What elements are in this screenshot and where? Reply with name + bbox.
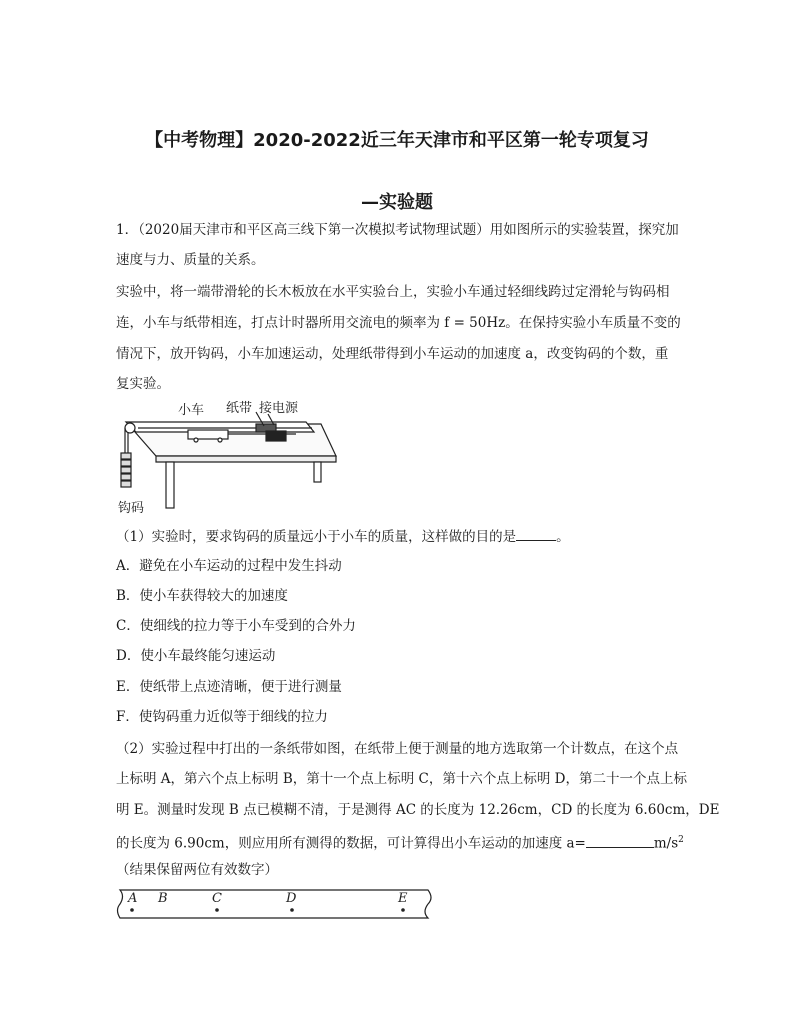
- part2-line2: 上标明 A，第六个点上标明 B，第十一个点上标明 C，第十六个点上标明 D，第二十一个点上标: [116, 771, 687, 787]
- option-f: F．使钩码重力近似等于细线的拉力: [116, 709, 328, 725]
- power-label: 接电源: [259, 401, 299, 416]
- setup-line2: 连，小车与纸带相连，打点计时器所用交流电的频率为 f = 50Hz。在保持实验小车质量不变的: [116, 315, 681, 331]
- part2-line3: 明 E。测量时发现 B 点已模糊不清，于是测得 AC 的长度为 12.26cm，CD 的长度为 6.60cm，DE: [116, 802, 720, 818]
- page-title-line2: —实验题: [361, 192, 433, 213]
- apparatus-diagram: [116, 398, 346, 518]
- option-a: A．避免在小车运动的过程中发生抖动: [116, 558, 342, 574]
- weights-label: 钩码: [118, 501, 145, 516]
- question-intro-line1: 1．（2020届天津市和平区高三线下第一次模拟考试物理试题）用如图所示的实验装置，探究加: [116, 222, 679, 238]
- question-intro-line2: 速度与力、质量的关系。: [116, 252, 265, 268]
- setup-line4: 复实验。: [116, 376, 170, 392]
- cart-label: 小车: [178, 403, 205, 418]
- tape-dot-c: [215, 908, 219, 912]
- tape-point-b-label: B: [158, 891, 168, 906]
- option-e: E．使纸带上点迹清晰，便于进行测量: [116, 679, 342, 695]
- page-title-line1: 【中考物理】2020-2022近三年天津市和平区第一轮专项复习: [145, 130, 649, 151]
- option-d: D．使小车最终能匀速运动: [116, 648, 276, 664]
- option-b: B．使小车获得较大的加速度: [116, 588, 288, 604]
- tape-dot-e: [401, 908, 405, 912]
- setup-line3: 情况下，放开钩码，小车加速运动，处理纸带得到小车运动的加速度 a，改变钩码的个数，重: [116, 346, 669, 362]
- answer-blank-1: [516, 526, 556, 541]
- answer-blank-2: [586, 833, 654, 848]
- part2-line4: 的长度为 6.90cm，则应用所有测得的数据，可计算得出小车运动的加速度 $a= m/s^2$: [116, 830, 684, 854]
- part2-line1: （2）实验过程中打出的一条纸带如图，在纸带上便于测量的地方选取第一个计数点，在这个点: [116, 741, 679, 757]
- tape-label: 纸带: [226, 401, 253, 416]
- tape-dot-d: [290, 908, 294, 912]
- tape-point-d-label: D: [286, 891, 297, 906]
- tape-point-a-label: A: [128, 891, 138, 906]
- setup-line1: 实验中，将一端带滑轮的长木板放在水平实验台上，实验小车通过轻细线跨过定滑轮与钩码相: [116, 284, 670, 300]
- tape-point-c-label: C: [212, 891, 222, 906]
- tape-dot-a: [130, 908, 134, 912]
- tape-point-e-label: E: [398, 891, 408, 906]
- part1-stem: （1）实验时，要求钩码的质量远小于小车的质量，这样做的目的是 。: [116, 526, 570, 547]
- option-c: C．使细线的拉力等于小车受到的合外力: [116, 618, 356, 634]
- paper-tape-diagram: [116, 886, 434, 922]
- part2-line5: （结果保留两位有效数字）: [116, 862, 278, 878]
